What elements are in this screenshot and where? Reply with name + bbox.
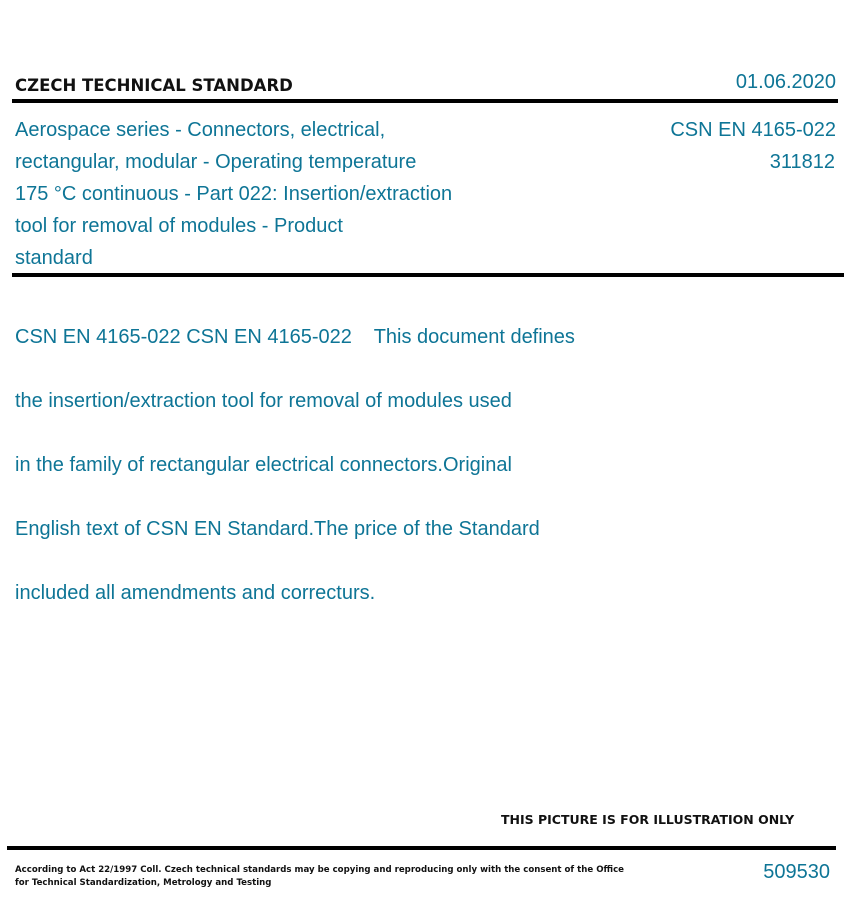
standard-title [15,114,495,274]
standard-title-line: rectangular, modular - Operating temperature [15,151,417,173]
standard-description [15,289,627,641]
document-id: 509530 [763,861,830,883]
header-divider [12,99,838,103]
catalog-number: 311812 [769,151,835,173]
standard-code: CSN EN 4165-022 [670,119,836,141]
description-line: included all amendments and correcturs. [15,582,376,604]
standard-title-line: standard [15,247,93,269]
title-divider [12,273,844,277]
description-line: the insertion/extraction tool for removal of modules used [15,390,512,412]
standard-title-line: Aerospace series - Connectors, electrical, [15,119,386,141]
footer-divider [7,846,836,850]
description-line: CSN EN 4165-022 CSN EN 4165-022 This document defines [15,326,575,348]
standard-title-line: tool for removal of modules - Product [15,215,343,237]
legal-notice [15,864,625,890]
description-line: English text of CSN EN Standard.The price of the Standard [15,518,540,540]
description-line: in the family of rectangular electrical connectors.Original [15,454,512,476]
legal-notice-line: According to Act 22/1997 Coll. Czech technical standards may be copying and reproducing only with the consent of the Office [15,865,625,875]
illustration-disclaimer: THIS PICTURE IS FOR ILLUSTRATION ONLY [501,812,795,827]
standard-title-line: 175 °C continuous - Part 022: Insertion/extraction [15,183,453,205]
legal-notice-line: for Technical Standardization, Metrology and Testing [15,878,272,888]
document-header-title: CZECH TECHNICAL STANDARD [15,76,293,95]
publication-date: 01.06.2020 [735,71,836,93]
